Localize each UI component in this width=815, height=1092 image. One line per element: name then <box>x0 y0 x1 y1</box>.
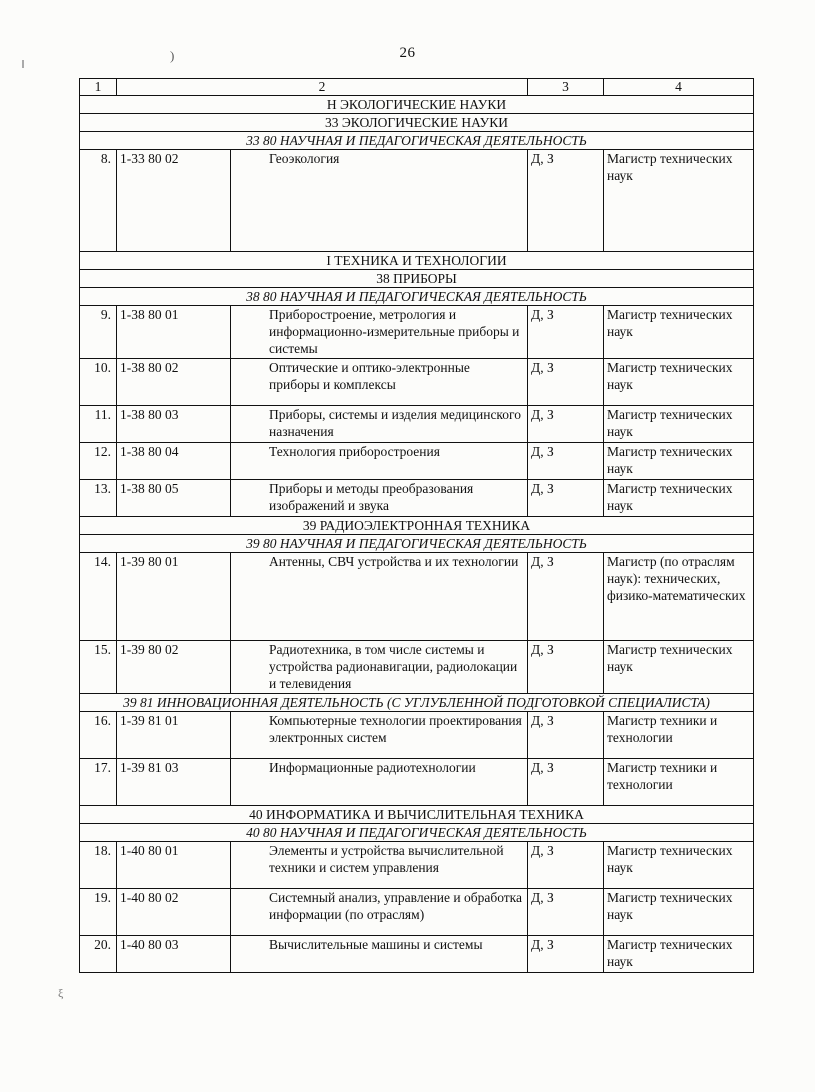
specialty-code: 1-38 80 01 <box>117 306 231 359</box>
specialty-name: Геоэкология <box>231 150 528 252</box>
section-heading: 38 ПРИБОРЫ <box>80 270 754 288</box>
row-number: 20. <box>80 936 117 973</box>
degree-awarded: Магистр технических наук <box>604 150 754 252</box>
section-heading-row <box>80 96 754 114</box>
table-row <box>80 889 754 936</box>
subsection-heading: 39 81 ИННОВАЦИОННАЯ ДЕЯТЕЛЬНОСТЬ (С УГЛУБЛЕННОЙ ПОДГОТОВКОЙ СПЕЦИАЛИСТА) <box>80 694 754 712</box>
subsection-heading: 33 80 НАУЧНАЯ И ПЕДАГОГИЧЕСКАЯ ДЕЯТЕЛЬНОСТЬ <box>80 132 754 150</box>
header-cell-1: 1 <box>80 79 117 96</box>
header-cell-3: 3 <box>528 79 604 96</box>
specialty-name: Антенны, СВЧ устройства и их технологии <box>231 553 528 641</box>
subsection-heading: 38 80 НАУЧНАЯ И ПЕДАГОГИЧЕСКАЯ ДЕЯТЕЛЬНОСТЬ <box>80 288 754 306</box>
specialty-name: Вычислительные машины и системы <box>231 936 528 973</box>
header-cell-2: 2 <box>117 79 528 96</box>
specialty-name: Технология приборостроения <box>231 443 528 480</box>
specialty-code: 1-38 80 04 <box>117 443 231 480</box>
row-number: 12. <box>80 443 117 480</box>
section-heading: 39 РАДИОЭЛЕКТРОННАЯ ТЕХНИКА <box>80 517 754 535</box>
study-forms: Д, З <box>528 480 604 517</box>
specialty-code: 1-33 80 02 <box>117 150 231 252</box>
row-number: 10. <box>80 359 117 406</box>
specialty-code: 1-39 80 01 <box>117 553 231 641</box>
subsection-heading-row <box>80 694 754 712</box>
specialty-name: Компьютерные технологии проектирования электронных систем <box>231 712 528 759</box>
specialty-name: Информационные радиотехнологии <box>231 759 528 806</box>
row-number: 18. <box>80 842 117 889</box>
specialty-name: Элементы и устройства вычислительной техники и систем управления <box>231 842 528 889</box>
study-forms: Д, З <box>528 712 604 759</box>
specialty-code: 1-38 80 02 <box>117 359 231 406</box>
subsection-heading-row <box>80 132 754 150</box>
specialty-code: 1-40 80 03 <box>117 936 231 973</box>
table-row <box>80 936 754 973</box>
specialties-table <box>79 78 754 973</box>
study-forms: Д, З <box>528 553 604 641</box>
degree-awarded: Магистр технических наук <box>604 480 754 517</box>
table-row <box>80 553 754 641</box>
specialty-name: Приборы, системы и изделия медицинского назначения <box>231 406 528 443</box>
degree-awarded: Магистр техники и технологии <box>604 759 754 806</box>
table-row <box>80 150 754 252</box>
table-row <box>80 641 754 694</box>
table-row <box>80 443 754 480</box>
row-number: 8. <box>80 150 117 252</box>
table-row <box>80 306 754 359</box>
table-row <box>80 842 754 889</box>
degree-awarded: Магистр технических наук <box>604 306 754 359</box>
section-heading: I ТЕХНИКА И ТЕХНОЛОГИИ <box>80 252 754 270</box>
section-heading-row <box>80 806 754 824</box>
row-number: 15. <box>80 641 117 694</box>
subsection-heading: 39 80 НАУЧНАЯ И ПЕДАГОГИЧЕСКАЯ ДЕЯТЕЛЬНОСТЬ <box>80 535 754 553</box>
study-forms: Д, З <box>528 889 604 936</box>
subsection-heading-row <box>80 824 754 842</box>
subsection-heading: 40 80 НАУЧНАЯ И ПЕДАГОГИЧЕСКАЯ ДЕЯТЕЛЬНОСТЬ <box>80 824 754 842</box>
header-cell-4: 4 <box>604 79 754 96</box>
header-row <box>80 79 754 96</box>
degree-awarded: Магистр технических наук <box>604 406 754 443</box>
subsection-heading-row <box>80 535 754 553</box>
specialty-code: 1-38 80 03 <box>117 406 231 443</box>
degree-awarded: Магистр технических наук <box>604 641 754 694</box>
specialty-name: Оптические и оптико-электронные приборы и комплексы <box>231 359 528 406</box>
section-heading-row <box>80 270 754 288</box>
specialty-code: 1-40 80 02 <box>117 889 231 936</box>
section-heading-row <box>80 252 754 270</box>
degree-awarded: Магистр техники и технологии <box>604 712 754 759</box>
degree-awarded: Магистр (по отраслям наук): технических, физико-математических <box>604 553 754 641</box>
specialty-code: 1-40 80 01 <box>117 842 231 889</box>
page-number: 26 <box>399 45 416 61</box>
specialty-code: 1-39 80 02 <box>117 641 231 694</box>
study-forms: Д, З <box>528 842 604 889</box>
table-row <box>80 759 754 806</box>
study-forms: Д, З <box>528 150 604 252</box>
specialty-code: 1-38 80 05 <box>117 480 231 517</box>
study-forms: Д, З <box>528 406 604 443</box>
row-number: 19. <box>80 889 117 936</box>
degree-awarded: Магистр технических наук <box>604 842 754 889</box>
degree-awarded: Магистр технических наук <box>604 359 754 406</box>
specialty-name: Радиотехника, в том числе системы и устройства радионавигации, радиолокации и телевидения <box>231 641 528 694</box>
table-row <box>80 359 754 406</box>
specialty-name: Приборы и методы преобразования изображений и звука <box>231 480 528 517</box>
section-heading: Н ЭКОЛОГИЧЕСКИЕ НАУКИ <box>80 96 754 114</box>
study-forms: Д, З <box>528 936 604 973</box>
study-forms: Д, З <box>528 359 604 406</box>
row-number: 13. <box>80 480 117 517</box>
scan-mark: ) <box>170 48 175 63</box>
degree-awarded: Магистр технических наук <box>604 443 754 480</box>
row-number: 14. <box>80 553 117 641</box>
scan-mark-bottom: ξ <box>58 986 64 1000</box>
study-forms: Д, З <box>528 759 604 806</box>
table-row <box>80 480 754 517</box>
subsection-heading-row <box>80 288 754 306</box>
row-number: 9. <box>80 306 117 359</box>
study-forms: Д, З <box>528 641 604 694</box>
specialty-code: 1-39 81 03 <box>117 759 231 806</box>
row-number: 17. <box>80 759 117 806</box>
section-heading-row <box>80 114 754 132</box>
table-row <box>80 406 754 443</box>
degree-awarded: Магистр технических наук <box>604 936 754 973</box>
row-number: 16. <box>80 712 117 759</box>
specialty-name: Системный анализ, управление и обработка информации (по отраслям) <box>231 889 528 936</box>
section-heading-row <box>80 517 754 535</box>
study-forms: Д, З <box>528 306 604 359</box>
section-heading: 33 ЭКОЛОГИЧЕСКИЕ НАУКИ <box>80 114 754 132</box>
table-row <box>80 712 754 759</box>
specialty-name: Приборостроение, метрология и информационно-измерительные приборы и системы <box>231 306 528 359</box>
row-number: 11. <box>80 406 117 443</box>
study-forms: Д, З <box>528 443 604 480</box>
section-heading: 40 ИНФОРМАТИКА И ВЫЧИСЛИТЕЛЬНАЯ ТЕХНИКА <box>80 806 754 824</box>
degree-awarded: Магистр технических наук <box>604 889 754 936</box>
specialty-code: 1-39 81 01 <box>117 712 231 759</box>
